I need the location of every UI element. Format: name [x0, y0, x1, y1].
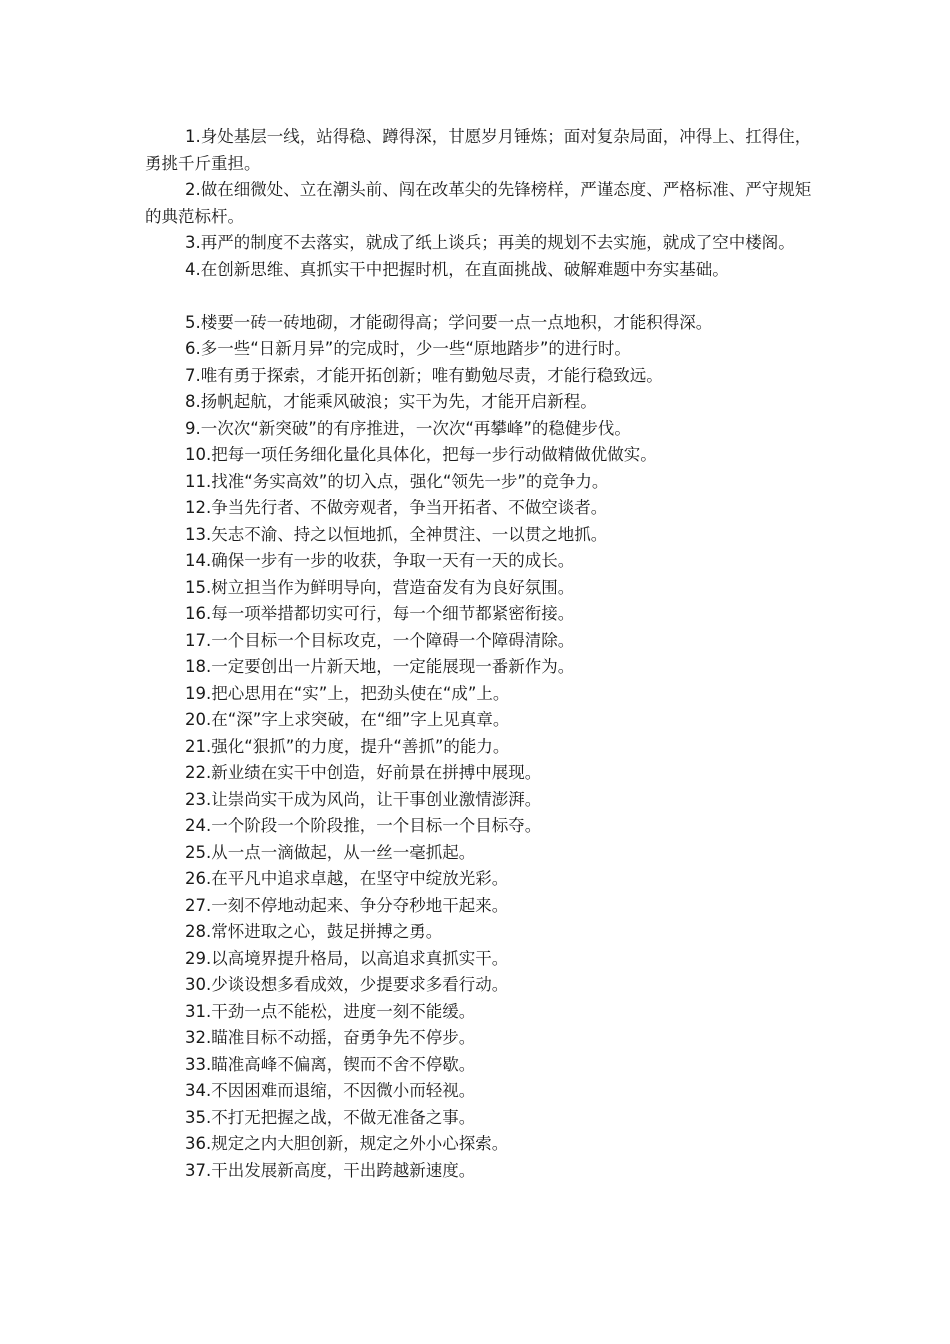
paragraph-28: 28.常怀进取之心，鼓足拼搏之勇。 [185, 922, 443, 941]
paragraph-5: 5.楼要一砖一砖地砌，才能砌得高；学问要一点一点地积，才能积得深。 [185, 312, 713, 332]
paragraph-22: 22.新业绩在实干中创造，好前景在拼搏中展现。 [185, 763, 542, 782]
paragraph-25: 25.从一点一滴做起，从一丝一毫抓起。 [185, 842, 476, 862]
paragraph-32: 32.瞄准目标不动摇，奋勇争先不停步。 [185, 1028, 476, 1047]
paragraph-6: 6.多一些“日新月异”的完成时，少一些“原地踏步”的进行时。 [185, 339, 631, 358]
paragraph-31: 31.干劲一点不能松，进度一刻不能缓。 [185, 1001, 476, 1021]
paragraph-16: 16.每一项举措都切实可行，每一个细节都紧密衔接。 [185, 604, 575, 623]
paragraph-24: 24.一个阶段一个阶段推，一个目标一个目标夺。 [185, 816, 542, 835]
paragraph-12: 12.争当先行者、不做旁观者，争当开拓者、不做空谈者。 [185, 498, 608, 517]
paragraph-20: 20.在“深”字上求突破，在“细”字上见真章。 [185, 710, 510, 729]
paragraph-33: 33.瞄准高峰不偏离，锲而不舍不停歇。 [185, 1054, 476, 1074]
paragraph-8: 8.扬帆起航，才能乘风破浪；实干为先，才能开启新程。 [185, 392, 597, 411]
paragraph-3: 3.再严的制度不去落实，就成了纸上谈兵；再美的规划不去实施，就成了空中楼阁。 [185, 233, 795, 252]
paragraph-17: 17.一个目标一个目标攻克，一个障碍一个障碍清除。 [185, 630, 575, 650]
paragraph-7: 7.唯有勇于探索，才能开拓创新；唯有勤勉尽责，才能行稳致远。 [185, 365, 663, 385]
paragraph-37: 37.干出发展新高度，干出跨越新速度。 [185, 1160, 476, 1180]
paragraph-4: 4.在创新思维、真抓实干中把握时机，在直面挑战、破解难题中夯实基础。 [185, 259, 729, 279]
paragraph-13: 13.矢志不渝、持之以恒地抓，全神贯注、一以贯之地抓。 [185, 524, 608, 544]
paragraph-21: 21.强化“狠抓”的力度，提升“善抓”的能力。 [185, 736, 510, 756]
paragraph-29: 29.以高境界提升格局，以高追求真抓实干。 [185, 948, 509, 968]
paragraph-30: 30.少谈设想多看成效，少提要求多看行动。 [185, 975, 509, 994]
paragraph-35: 35.不打无把握之战，不做无准备之事。 [185, 1107, 476, 1127]
paragraph-1: 1.身处基层一线，站得稳、蹲得深，甘愿岁月锤炼；面对复杂局面，冲得上、扛得住，勇挑千斤重担。 [145, 127, 812, 173]
paragraph-10: 10.把每一项任务细化量化具体化，把每一步行动做精做优做实。 [185, 445, 657, 464]
paragraph-15: 15.树立担当作为鲜明导向，营造奋发有为良好氛围。 [185, 577, 575, 597]
paragraph-11: 11.找准“务实高效”的切入点，强化“领先一步”的竞争力。 [185, 471, 609, 491]
paragraph-23: 23.让崇尚实干成为风尚，让干事创业激情澎湃。 [185, 789, 542, 809]
paragraph-36: 36.规定之内大胆创新，规定之外小心探索。 [185, 1134, 509, 1153]
paragraph-9: 9.一次次“新突破”的有序推进，一次次“再攀峰”的稳健步伐。 [185, 418, 631, 438]
paragraph-27: 27.一刻不停地动起来、争分夺秒地干起来。 [185, 895, 509, 915]
paragraph-34: 34.不因困难而退缩，不因微小而轻视。 [185, 1081, 476, 1100]
paragraph-19: 19.把心思用在“实”上，把劲头使在“成”上。 [185, 683, 510, 703]
document-body [145, 124, 815, 1184]
paragraph-26: 26.在平凡中追求卓越，在坚守中绽放光彩。 [185, 869, 509, 888]
paragraph-gap [145, 283, 815, 310]
paragraph-2: 2.做在细微处、立在潮头前、闯在改革尖的先锋榜样，严谨态度、严格标准、严守规矩的典范标杆。 [145, 180, 812, 226]
paragraph-14: 14.确保一步有一步的收获，争取一天有一天的成长。 [185, 551, 575, 570]
paragraph-18: 18.一定要创出一片新天地，一定能展现一番新作为。 [185, 657, 575, 676]
